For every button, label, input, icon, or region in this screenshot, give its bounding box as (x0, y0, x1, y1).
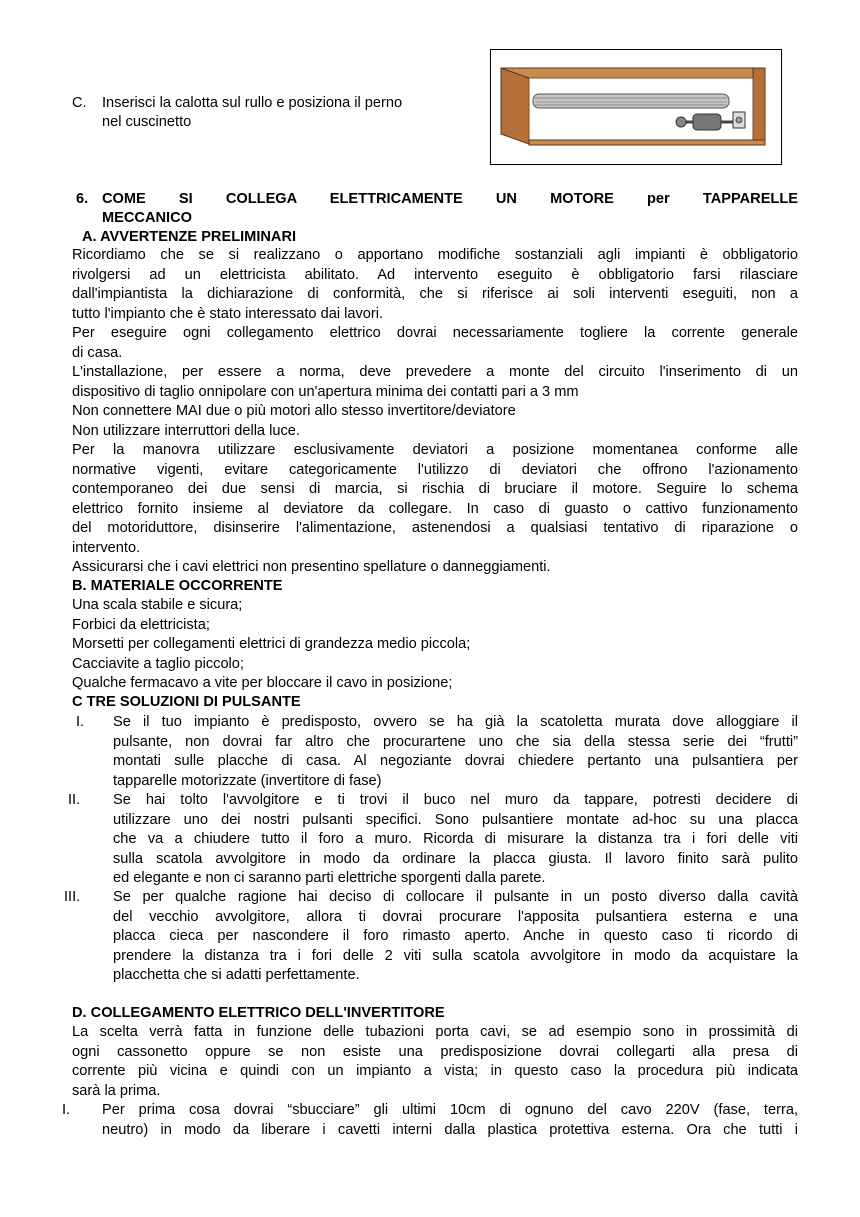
paragraph-line: elettrico fornito insieme al deviatore da collegare. In caso di guasto o cattivo funzionamento (72, 500, 798, 517)
paragraph-line: corrente più vicina e quindi con un impianto a vista; in questo caso la procedura più indicata (72, 1063, 798, 1079)
paragraph-line: tutto l'impianto che è stato interessato dai lavori. (72, 305, 384, 322)
item-line: Per prima cosa dovrai “sbucciare” gli ultimi 10cm di ognuno del cavo 220V (fase, terra, (102, 1102, 798, 1118)
material-item: Morsetti per collegamenti elettrici di grandezza medio piccola; (72, 636, 471, 652)
material-item: Qualche fermacavo a vite per bloccare il cavo in posizione; (72, 675, 453, 691)
paragraph-line: Non utilizzare interruttori della luce. (72, 422, 300, 439)
paragraph-line: Non connettere MAI due o più motori allo stesso invertitore/deviatore (72, 403, 516, 419)
paragraph-line: rivolgersi ad un elettricista abilitato. Ad intervento eseguito è obbligatorio farsi rilasciare (72, 266, 798, 283)
heading-materiale: B. MATERIALE OCCORRENTE (72, 578, 283, 594)
step-c-line: nel cuscinetto (102, 114, 192, 130)
paragraph-line: di casa. (72, 344, 123, 361)
item-line: Se per qualche ragione hai deciso di collocare il pulsante in un posto diverso dalla cavità (113, 889, 798, 905)
item-number: I. (76, 714, 85, 730)
paragraph-line: sarà la prima. (72, 1082, 161, 1099)
item-line: pulsante, non dovrai far altro che procurartene uno che sia della stessa serie dei “frutti” (113, 733, 798, 750)
item-line: placca cieca per nascondere il foro rimasto aperto. Anche in questo caso ti ricordo di (113, 928, 798, 944)
paragraph-line: intervento. (72, 539, 141, 556)
material-item: Forbici da elettricista; (72, 616, 210, 633)
heading-collegamento: D. COLLEGAMENTO ELETTRICO DELL'INVERTITORE (72, 1005, 445, 1021)
item-line: tapparelle motorizzate (invertitore di fase) (113, 772, 382, 789)
item-number: III. (64, 889, 81, 905)
item-line: sulla scatola avvolgitore in modo da ordinare la placca giusta. Il lavoro finito sarà pulito (113, 850, 798, 867)
roller-shutter-illustration (490, 49, 782, 165)
item-number: I. (62, 1102, 71, 1118)
roller-box-diagram (491, 50, 781, 164)
paragraph-line: normative vigenti, evitare categoricamente l'utilizzo di deviatori che offrono l'azionamento (72, 461, 798, 478)
item-line: montati sulle placche di casa. Al negoziante dovrai chiedere pertanto una pulsantiera per (113, 753, 798, 769)
paragraph-line: La scelta verrà fatta in funzione delle tubazioni porta cavi, se ad esempio sono in prossimità di (72, 1024, 798, 1040)
paragraph-line: L'installazione, per essere a norma, deve prevedere a monte del circuito l'inserimento di un (72, 364, 798, 380)
paragraph-line: contemporaneo dei due sensi di marcia, si rischia di bruciare il motore. Seguire lo schema (72, 481, 798, 497)
material-item: Una scala stabile e sicura; (72, 597, 243, 613)
paragraph-line: Per la manovra utilizzare esclusivamente deviatori a posizione momentanea conforme alle (72, 442, 798, 458)
heading-soluzioni: C TRE SOLUZIONI DI PULSANTE (72, 694, 301, 710)
item-line: Se hai tolto l'avvolgitore e ti trovi il buco nel muro da tappare, potresti decidere di (113, 792, 798, 808)
paragraph-line: Assicurarsi che i cavi elettrici non presentino spellature o danneggiamenti. (72, 559, 551, 575)
item-number: II. (68, 792, 81, 808)
section-title-line: MECCANICO (102, 210, 192, 226)
paragraph-line: del motoriduttore, disinserire l'alimentazione, astenendosi a qualsiasi tentativo di riparazione o (72, 520, 798, 536)
item-line: Se il tuo impianto è predisposto, ovvero se ha già la scatoletta murata dove alloggiare il (113, 714, 798, 730)
item-line: utilizzare uno dei nostri pulsanti specifici. Sono pulsantiere montate ad-hoc su una placca (113, 811, 798, 828)
item-line: prendere la distanza tra i fori delle 2 viti sulla scatola avvolgitore in modo da acquistare la (113, 947, 798, 964)
item-line: del vecchio avvolgitore, allora ti dovrai procurare l'apposita pulsantiera esterna e una (113, 908, 798, 925)
step-c-letter: C. (72, 95, 87, 111)
paragraph-line: Per eseguire ogni collegamento elettrico dovrai necessariamente togliere la corrente generale (72, 325, 798, 341)
paragraph-line: dispositivo di taglio onnipolare con un'apertura minima dei contatti pari a 3 mm (72, 383, 579, 400)
paragraph-line: ogni cassonetto oppure se non esiste una predisposizione dovrai collegarti alla presa di (72, 1043, 798, 1060)
item-line: che va a chiudere tutto il foro a muro. Ricorda di misurare la distanza tra i fori delle viti (113, 831, 798, 847)
paragraph-line: dall'impiantista la dichiarazione di conformità, che si riferisce ai soli interventi eseguiti, non a (72, 286, 798, 302)
item-line: neutro) in modo da liberare i cavetti interni dalla plastica protettiva esterna. Ora che tutti i (102, 1121, 798, 1138)
heading-avvertenze: A. AVVERTENZE PRELIMINARI (82, 229, 297, 245)
item-line: ed elegante e non ci saranno parti elettriche sporgenti dalla parete. (113, 870, 546, 886)
section-title-line: COME SI COLLEGA ELETTRICAMENTE UN MOTORE per TAPPARELLE (102, 191, 798, 207)
material-item: Cacciavite a taglio piccolo; (72, 655, 244, 672)
step-c-line: Inserisci la calotta sul rullo e posiziona il perno (102, 95, 403, 111)
section-number: 6. (76, 191, 89, 207)
paragraph-line: Ricordiamo che se si realizzano o apportano modifiche sostanziali agli impianti è obbligatorio (72, 247, 798, 263)
item-line: placchetta che si adatti perfettamente. (113, 967, 360, 983)
